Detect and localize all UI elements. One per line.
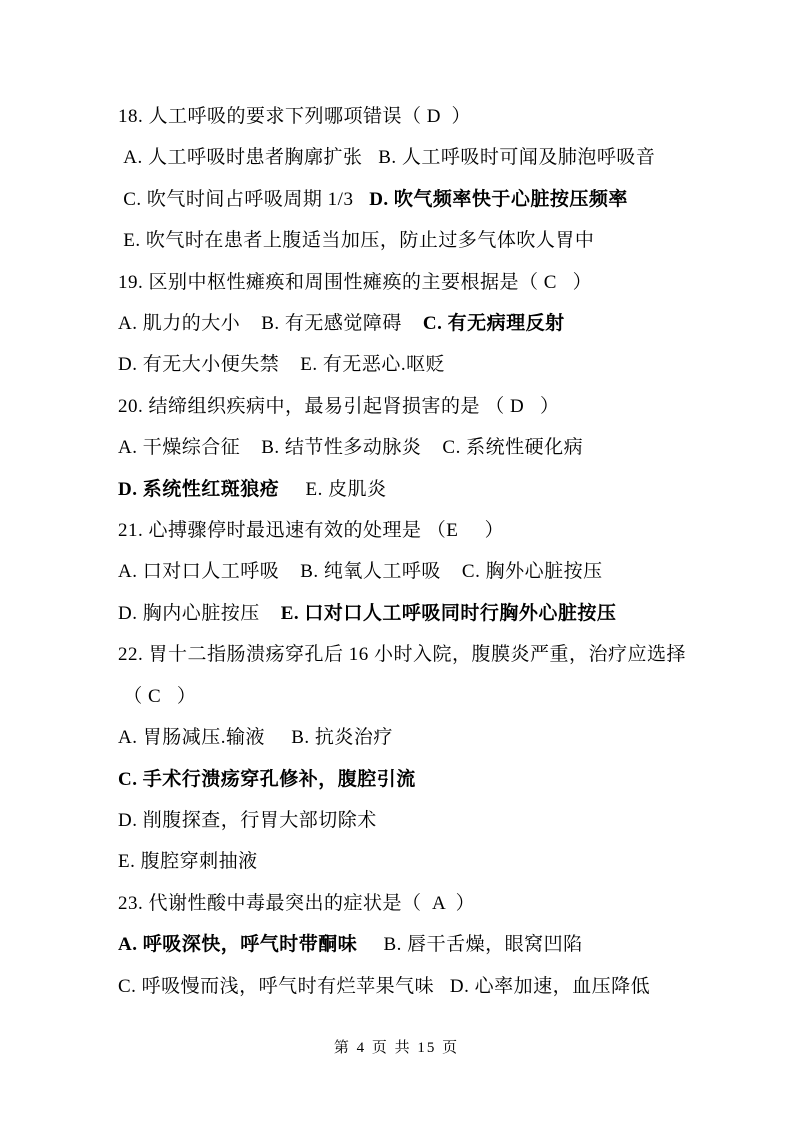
answer-bold-text: D. 系统性红斑狼疮 <box>118 478 280 500</box>
question-text: （ C ） <box>118 685 197 707</box>
question-text: A. 干燥综合征 B. 结节性多动脉炎 C. 系统性硬化病 <box>118 437 584 459</box>
text-line <box>118 262 698 303</box>
question-text: C. 吹气时间占呼吸周期 1/3 <box>118 188 370 210</box>
text-line <box>118 759 698 800</box>
text-line <box>118 344 698 385</box>
question-text: A. 肌力的大小 B. 有无感觉障碍 <box>118 313 423 335</box>
question-text: E. 腹腔穿刺抽液 <box>118 851 258 873</box>
question-text: A. 口对口人工呼吸 B. 纯氧人工呼吸 C. 胸外心脏按压 <box>118 561 603 583</box>
page-number-footer: 第 4 页 共 15 页 <box>333 1040 460 1056</box>
text-line <box>118 469 698 510</box>
text-line <box>118 841 698 882</box>
question-text: A. 胃肠减压.输液 B. 抗炎治疗 <box>118 727 393 749</box>
text-line <box>118 386 698 427</box>
text-line <box>118 593 698 634</box>
text-line <box>118 800 698 841</box>
question-text: 23. 代谢性酸中毒最突出的症状是（ A ） <box>118 892 476 914</box>
answer-bold-text: A. 呼吸深快，呼气时带酮味 <box>118 934 358 956</box>
question-text: D. 胸内心脏按压 <box>118 602 281 624</box>
text-line <box>118 883 698 924</box>
question-text: B. 唇干舌燥，眼窝凹陷 <box>357 934 583 956</box>
answer-bold-text: C. 手术行溃疡穿孔修补，腹腔引流 <box>118 768 416 790</box>
document-lines <box>118 96 698 1007</box>
text-line <box>118 634 698 675</box>
text-line <box>118 96 698 137</box>
text-line <box>118 510 698 551</box>
answer-bold-text: D. 吹气频率快于心脏按压频率 <box>369 188 628 210</box>
text-line <box>118 966 698 1007</box>
question-text: 22. 胃十二指肠溃疡穿孔后 16 小时入院，腹膜炎严重，治疗应选择 <box>118 644 687 666</box>
text-line <box>118 924 698 965</box>
text-line <box>118 179 698 220</box>
text-line <box>118 303 698 344</box>
answer-bold-text: E. 口对口人工呼吸同时行胸外心脏按压 <box>280 602 617 624</box>
question-text: A. 人工呼吸时患者胸廓扩张 B. 人工呼吸时可闻及肺泡呼吸音 <box>118 147 656 169</box>
text-line <box>118 220 698 261</box>
question-text: E. 吹气时在患者上腹适当加压，防止过多气体吹人胃中 <box>118 230 595 252</box>
question-text: 19. 区别中枢性瘫痪和周围性瘫痪的主要根据是（ C ） <box>118 271 593 293</box>
question-text: C. 呼吸慢而浅，呼气时有烂苹果气味 D. 心率加速，血压降低 <box>118 975 651 997</box>
question-text: 21. 心搏骤停时最迅速有效的处理是 （E ） <box>118 520 505 542</box>
question-text: 20. 结缔组织疾病中，最易引起肾损害的是 （ D ） <box>118 395 560 417</box>
text-line <box>118 676 698 717</box>
question-text: 18. 人工呼吸的要求下列哪项错误（ D ） <box>118 106 471 127</box>
question-text: D. 有无大小便失禁 E. 有无恶心.呕贬 <box>118 354 446 376</box>
text-line <box>118 137 698 178</box>
answer-bold-text: C. 有无病理反射 <box>422 313 565 335</box>
question-text: D. 削腹探查，行胃大部切除术 <box>118 809 377 831</box>
question-text: E. 皮肌炎 <box>279 478 387 500</box>
text-line <box>118 427 698 468</box>
text-line <box>118 551 698 592</box>
text-line <box>118 717 698 758</box>
